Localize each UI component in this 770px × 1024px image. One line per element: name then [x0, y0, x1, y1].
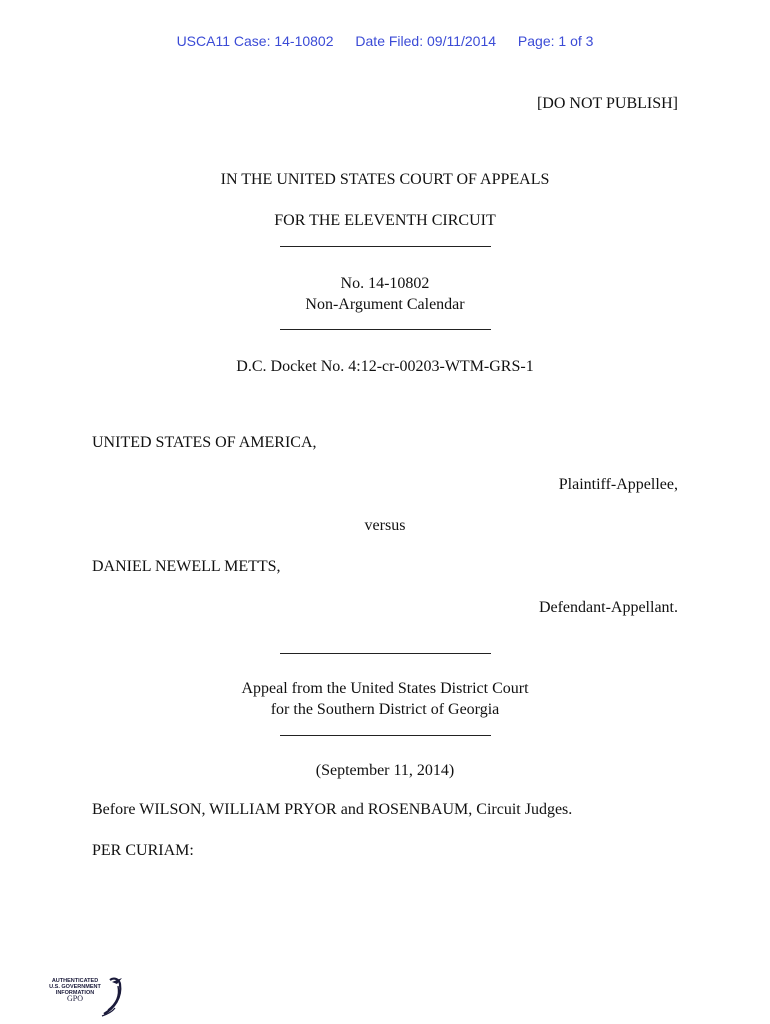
versus-text: versus — [364, 517, 406, 534]
case-number-header: USCA11 Case: 14-10802 — [176, 33, 334, 49]
court-name: IN THE UNITED STATES COURT OF APPEALS — [220, 171, 550, 188]
case-number: No. 14-10802 — [340, 275, 430, 292]
page-count-header: Page: 1 of 3 — [517, 33, 594, 49]
publish-status: [DO NOT PUBLISH] — [536, 95, 678, 112]
divider-rule — [280, 246, 491, 247]
decision-date: (September 11, 2014) — [315, 762, 455, 779]
defendant-role: Defendant-Appellant. — [538, 599, 678, 616]
panel-judges: Before WILSON, WILLIAM PRYOR and ROSENBAUM, Circuit Judges. — [92, 801, 573, 818]
defendant-name: DANIEL NEWELL METTS, — [92, 558, 281, 575]
seal-lettering: AUTHENTICATED U.S. GOVERNMENT INFORMATION GPO — [49, 978, 101, 1003]
per-curiam-label: PER CURIAM: — [92, 842, 194, 859]
divider-rule — [280, 329, 491, 330]
gpo-eagle-icon — [100, 974, 128, 1018]
divider-rule — [280, 735, 491, 736]
docket-number: D.C. Docket No. 4:12-cr-00203-WTM-GRS-1 — [236, 358, 534, 375]
date-filed-header: Date Filed: 09/11/2014 — [355, 33, 497, 49]
plaintiff-role: Plaintiff-Appellee, — [558, 476, 678, 493]
filing-header — [0, 33, 770, 49]
divider-rule — [280, 653, 491, 654]
gpo-authentication-seal — [44, 974, 130, 1018]
circuit-name: FOR THE ELEVENTH CIRCUIT — [274, 212, 496, 229]
calendar-type: Non-Argument Calendar — [305, 296, 465, 313]
appeal-district: for the Southern District of Georgia — [270, 701, 500, 718]
plaintiff-name: UNITED STATES OF AMERICA, — [92, 434, 317, 451]
appeal-origin: Appeal from the United States District Court — [241, 680, 529, 697]
